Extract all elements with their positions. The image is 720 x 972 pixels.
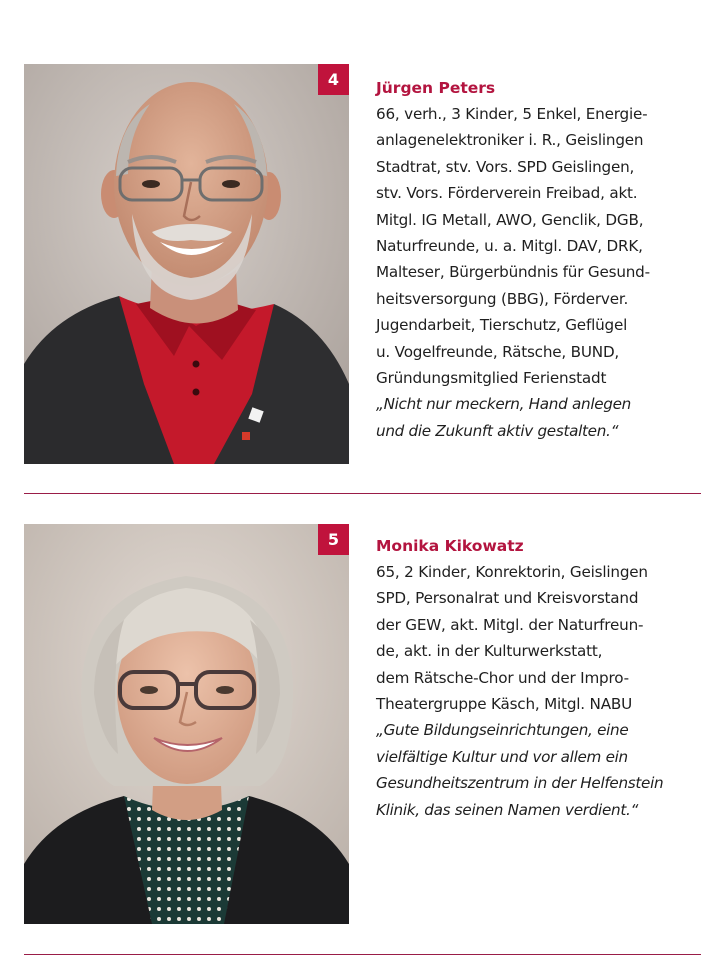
candidate-bio (376, 559, 706, 717)
candidate-text-block (376, 533, 706, 823)
quote-line: Gesundheitszentrum in der Helfenstein (376, 774, 664, 793)
candidate-text-block (376, 75, 706, 444)
bio-line: anlagenelektroniker i. R., Geislingen (376, 131, 644, 150)
section-divider (24, 493, 701, 494)
bio-line: heitsversorgung (BBG), Förderver. (376, 289, 629, 308)
candidate-photo-4 (24, 64, 349, 464)
quote-line: und die Zukunft aktiv gestalten.“ (376, 421, 619, 440)
section-divider (24, 954, 701, 955)
bio-line: Naturfreunde, u. a. Mitgl. DAV, DRK, (376, 237, 643, 256)
candidate-photo-5 (24, 524, 349, 924)
bio-line: Stadtrat, stv. Vors. SPD Geislingen, (376, 157, 635, 176)
bio-line: der GEW, akt. Mitgl. der Naturfreun- (376, 615, 644, 634)
quote-line: „Gute Bildungseinrichtungen, eine (376, 721, 629, 740)
candidate-number-badge: 4 (318, 64, 349, 95)
bio-line: Malteser, Bürgerbündnis für Gesund- (376, 263, 650, 282)
quote-line: Klinik, das seinen Namen verdient.“ (376, 800, 639, 819)
bio-line: Theatergruppe Käsch, Mitgl. NABU (376, 695, 633, 714)
bio-line: SPD, Personalrat und Kreisvorstand (376, 589, 639, 608)
quote-line: vielfältige Kultur und vor allem ein (376, 747, 628, 766)
bio-line: 65, 2 Kinder, Konrektorin, Geislingen (376, 563, 648, 581)
candidate-number-badge: 5 (318, 524, 349, 555)
candidate-quote (376, 717, 706, 823)
bio-line: Jugendarbeit, Tierschutz, Geflügel (376, 316, 628, 335)
candidate-name: Jürgen Peters (376, 79, 496, 97)
bio-line: u. Vogelfreunde, Rätsche, BUND, (376, 342, 620, 361)
quote-line: „Nicht nur meckern, Hand anlegen (376, 395, 632, 414)
candidate-bio (376, 101, 706, 391)
candidate-quote (376, 391, 706, 444)
bio-line: Mitgl. IG Metall, AWO, Genclik, DGB, (376, 210, 644, 229)
bio-line: de, akt. in der Kulturwerkstatt, (376, 642, 603, 661)
bio-line: stv. Vors. Förderverein Freibad, akt. (376, 184, 638, 203)
bio-line: dem Rätsche-Chor und der Impro- (376, 668, 629, 687)
candidate-name: Monika Kikowatz (376, 537, 524, 555)
bio-line: Gründungsmitglied Ferienstadt (376, 369, 607, 388)
bio-line: 66, verh., 3 Kinder, 5 Enkel, Energie- (376, 105, 648, 123)
